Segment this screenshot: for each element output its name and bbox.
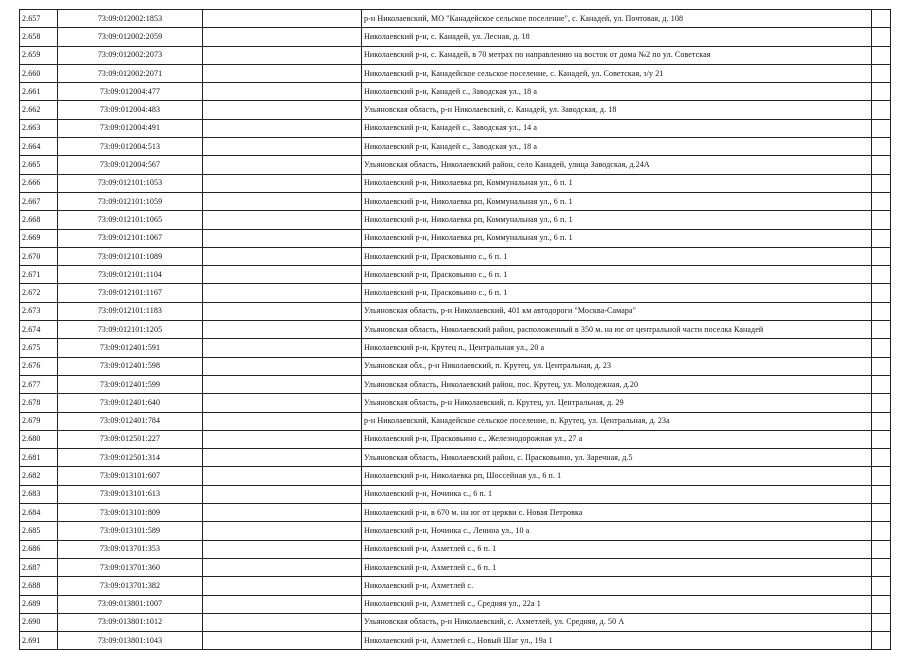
empty-cell [203, 522, 362, 540]
row-number-cell: 2.678 [20, 394, 58, 412]
cadastral-number-cell: 73:09:012002:2059 [58, 28, 203, 46]
row-number-cell: 2.657 [20, 10, 58, 28]
table-row [20, 412, 891, 430]
address-cell: Ульяновская область, Николаевский район, село Канадей, улица Заводская, д.24А [362, 156, 872, 174]
empty-cell [203, 284, 362, 302]
table-row [20, 156, 891, 174]
cadastral-number-cell: 73:09:012004:567 [58, 156, 203, 174]
empty-cell [872, 156, 891, 174]
empty-cell [203, 412, 362, 430]
address-cell: Ульяновская область, р-н Николаевский, 401 км автодороги "Москва-Самара" [362, 302, 872, 320]
row-number-cell: 2.676 [20, 357, 58, 375]
row-number-cell: 2.691 [20, 632, 58, 650]
empty-cell [872, 101, 891, 119]
empty-cell [203, 266, 362, 284]
empty-cell [872, 64, 891, 82]
empty-cell [872, 412, 891, 430]
address-cell: Николаевский р-н, Ахметлей с., Средняя ул., 22а 1 [362, 595, 872, 613]
row-number-cell: 2.675 [20, 339, 58, 357]
table-row [20, 577, 891, 595]
address-cell: Николаевский р-н, Николаевка рп, Коммунальная ул., 6 п. 1 [362, 211, 872, 229]
address-cell: Ульяновская область, р-н Николаевский, п. Крутец, ул. Центральная, д. 29 [362, 394, 872, 412]
table-row [20, 64, 891, 82]
address-cell: Николаевский р-н, Ахметлей с. [362, 577, 872, 595]
table-row [20, 83, 891, 101]
address-cell: Николаевский р-н, Канадей с., Заводская ул., 18 а [362, 138, 872, 156]
cadastral-number-cell: 73:09:012004:483 [58, 101, 203, 119]
empty-cell [203, 174, 362, 192]
empty-cell [872, 321, 891, 339]
row-number-cell: 2.685 [20, 522, 58, 540]
table-row [20, 394, 891, 412]
empty-cell [203, 28, 362, 46]
empty-cell [203, 613, 362, 631]
registry-table [19, 9, 891, 650]
address-cell: Николаевский р-н, Ахметлей с., 6 п. 1 [362, 558, 872, 576]
cadastral-number-cell: 73:09:012101:1053 [58, 174, 203, 192]
address-cell: Николаевский р-н, Прасковьино с., Железнодорожная ул., 27 а [362, 430, 872, 448]
row-number-cell: 2.671 [20, 266, 58, 284]
address-cell: Николаевский р-н, Крутец п., Центральная ул., 20 а [362, 339, 872, 357]
empty-cell [203, 229, 362, 247]
row-number-cell: 2.660 [20, 64, 58, 82]
cadastral-number-cell: 73:09:013801:1007 [58, 595, 203, 613]
address-cell: Николаевский р-н, Прасковьино с., 6 п. 1 [362, 266, 872, 284]
table-row [20, 321, 891, 339]
cadastral-number-cell: 73:09:013801:1012 [58, 613, 203, 631]
cadastral-number-cell: 73:09:012101:1059 [58, 192, 203, 210]
empty-cell [872, 119, 891, 137]
empty-cell [872, 83, 891, 101]
address-cell: Николаевский р-н, Канадей с., Заводская ул., 18 а [362, 83, 872, 101]
row-number-cell: 2.663 [20, 119, 58, 137]
row-number-cell: 2.687 [20, 558, 58, 576]
table-row [20, 449, 891, 467]
address-cell: Николаевский р-н, Николаевка рп, Коммунальная ул., 6 п. 1 [362, 192, 872, 210]
row-number-cell: 2.669 [20, 229, 58, 247]
empty-cell [203, 138, 362, 156]
table-row [20, 229, 891, 247]
row-number-cell: 2.680 [20, 430, 58, 448]
row-number-cell: 2.665 [20, 156, 58, 174]
address-cell: Николаевский р-н, Николаевка рп, Коммунальная ул., 6 п. 1 [362, 229, 872, 247]
empty-cell [872, 10, 891, 28]
cadastral-number-cell: 73:09:012401:591 [58, 339, 203, 357]
empty-cell [872, 357, 891, 375]
cadastral-number-cell: 73:09:012101:1065 [58, 211, 203, 229]
row-number-cell: 2.688 [20, 577, 58, 595]
row-number-cell: 2.664 [20, 138, 58, 156]
row-number-cell: 2.679 [20, 412, 58, 430]
table-row [20, 101, 891, 119]
table-row [20, 302, 891, 320]
table-row [20, 119, 891, 137]
table-row [20, 375, 891, 393]
address-cell: Николаевский р-н, Николаевка рп, Шоссейная ул., 6 п. 1 [362, 467, 872, 485]
empty-cell [203, 504, 362, 522]
empty-cell [203, 119, 362, 137]
address-cell: Николаевский р-н, Ночинка с., Ленина ул., 10 а [362, 522, 872, 540]
address-cell: Николаевский р-н, Николаевка рп, Коммунальная ул., 6 п. 1 [362, 174, 872, 192]
table-row [20, 247, 891, 265]
address-cell: Николаевский р-н, с. Канадей, в 70 метрах по направлению на восток от дома №2 по ул. Советская [362, 46, 872, 64]
table-row [20, 632, 891, 650]
empty-cell [203, 339, 362, 357]
cadastral-number-cell: 73:09:012002:1853 [58, 10, 203, 28]
table-row [20, 613, 891, 631]
empty-cell [872, 192, 891, 210]
cadastral-number-cell: 73:09:012401:640 [58, 394, 203, 412]
empty-cell [203, 449, 362, 467]
empty-cell [872, 28, 891, 46]
empty-cell [872, 302, 891, 320]
row-number-cell: 2.668 [20, 211, 58, 229]
table-row [20, 138, 891, 156]
row-number-cell: 2.659 [20, 46, 58, 64]
row-number-cell: 2.672 [20, 284, 58, 302]
address-cell: Ульяновская область, Николаевский район, пос. Крутец, ул. Молодежная, д.20 [362, 375, 872, 393]
row-number-cell: 2.661 [20, 83, 58, 101]
row-number-cell: 2.667 [20, 192, 58, 210]
address-cell: Николаевский р-н, Ночинка с., 6 п. 1 [362, 485, 872, 503]
table-row [20, 467, 891, 485]
cadastral-number-cell: 73:09:012101:1205 [58, 321, 203, 339]
row-number-cell: 2.690 [20, 613, 58, 631]
empty-cell [203, 302, 362, 320]
empty-cell [872, 522, 891, 540]
cadastral-number-cell: 73:09:012004:477 [58, 83, 203, 101]
empty-cell [203, 192, 362, 210]
row-number-cell: 2.689 [20, 595, 58, 613]
empty-cell [872, 229, 891, 247]
empty-cell [872, 485, 891, 503]
address-cell: Ульяновская область, Николаевский район, расположенный в 350 м. на юг от центральной части поселка Канадей [362, 321, 872, 339]
cadastral-number-cell: 73:09:012401:784 [58, 412, 203, 430]
address-cell: Николаевский р-н, Канадейское сельское поселение, с. Канадей, ул. Советская, з/у 21 [362, 64, 872, 82]
table-row [20, 485, 891, 503]
row-number-cell: 2.681 [20, 449, 58, 467]
row-number-cell: 2.673 [20, 302, 58, 320]
empty-cell [203, 211, 362, 229]
empty-cell [872, 174, 891, 192]
cadastral-number-cell: 73:09:012101:1067 [58, 229, 203, 247]
empty-cell [872, 504, 891, 522]
empty-cell [872, 247, 891, 265]
empty-cell [203, 540, 362, 558]
address-cell: р-н Николаевский, Канадейское сельское поселение, п. Крутец, ул. Центральная, д. 23а [362, 412, 872, 430]
empty-cell [872, 375, 891, 393]
registry-sheet [19, 9, 891, 650]
empty-cell [203, 247, 362, 265]
row-number-cell: 2.683 [20, 485, 58, 503]
row-number-cell: 2.674 [20, 321, 58, 339]
empty-cell [872, 632, 891, 650]
empty-cell [872, 558, 891, 576]
empty-cell [872, 430, 891, 448]
cadastral-number-cell: 73:09:012002:2071 [58, 64, 203, 82]
cadastral-number-cell: 73:09:012401:599 [58, 375, 203, 393]
cadastral-number-cell: 73:09:012101:1104 [58, 266, 203, 284]
registry-table-body [20, 10, 891, 650]
row-number-cell: 2.686 [20, 540, 58, 558]
table-row [20, 540, 891, 558]
table-row [20, 595, 891, 613]
cadastral-number-cell: 73:09:013101:613 [58, 485, 203, 503]
cadastral-number-cell: 73:09:013101:589 [58, 522, 203, 540]
table-row [20, 28, 891, 46]
address-cell: р-н Николаевский, МО "Канадейское сельское поселение", с. Канадей, ул. Почтовая, д. 108 [362, 10, 872, 28]
table-row [20, 504, 891, 522]
empty-cell [203, 321, 362, 339]
address-cell: Николаевский р-н, Прасковьино с., 6 п. 1 [362, 247, 872, 265]
table-row [20, 339, 891, 357]
address-cell: Николаевский р-н, Канадей с., Заводская ул., 14 а [362, 119, 872, 137]
row-number-cell: 2.670 [20, 247, 58, 265]
empty-cell [203, 430, 362, 448]
address-cell: Николаевский р-н, Ахметлей с., 6 п. 1 [362, 540, 872, 558]
row-number-cell: 2.662 [20, 101, 58, 119]
cadastral-number-cell: 73:09:012501:314 [58, 449, 203, 467]
table-row [20, 558, 891, 576]
empty-cell [203, 577, 362, 595]
empty-cell [872, 339, 891, 357]
table-row [20, 522, 891, 540]
empty-cell [872, 284, 891, 302]
table-row [20, 430, 891, 448]
empty-cell [203, 46, 362, 64]
address-cell: Ульяновская обл., р-н Николаевский, п. Крутец, ул. Центральная, д. 23 [362, 357, 872, 375]
row-number-cell: 2.682 [20, 467, 58, 485]
empty-cell [872, 138, 891, 156]
empty-cell [872, 46, 891, 64]
empty-cell [203, 83, 362, 101]
empty-cell [203, 375, 362, 393]
empty-cell [872, 595, 891, 613]
address-cell: Ульяновская область, р-н Николаевский, с. Канадей, ул. Заводская, д. 18 [362, 101, 872, 119]
empty-cell [203, 357, 362, 375]
table-row [20, 10, 891, 28]
empty-cell [872, 449, 891, 467]
address-cell: Николаевский р-н, Ахметлей с., Новый Шаг ул., 19а 1 [362, 632, 872, 650]
empty-cell [203, 558, 362, 576]
empty-cell [203, 467, 362, 485]
empty-cell [872, 211, 891, 229]
cadastral-number-cell: 73:09:012004:513 [58, 138, 203, 156]
table-row [20, 46, 891, 64]
empty-cell [203, 632, 362, 650]
table-row [20, 211, 891, 229]
address-cell: Николаевский р-н, с. Канадей, ул. Лесная, д. 18 [362, 28, 872, 46]
empty-cell [872, 394, 891, 412]
cadastral-number-cell: 73:09:013101:809 [58, 504, 203, 522]
empty-cell [872, 467, 891, 485]
empty-cell [203, 595, 362, 613]
cadastral-number-cell: 73:09:012101:1089 [58, 247, 203, 265]
address-cell: Ульяновская область, р-н Николаевский, с. Ахметлей, ул. Средняя, д. 50 А [362, 613, 872, 631]
row-number-cell: 2.684 [20, 504, 58, 522]
empty-cell [203, 10, 362, 28]
row-number-cell: 2.658 [20, 28, 58, 46]
table-row [20, 266, 891, 284]
empty-cell [872, 266, 891, 284]
address-cell: Николаевский р-н, Прасковьино с., 6 п. 1 [362, 284, 872, 302]
empty-cell [872, 577, 891, 595]
cadastral-number-cell: 73:09:012101:1183 [58, 302, 203, 320]
cadastral-number-cell: 73:09:012101:1167 [58, 284, 203, 302]
address-cell: Николаевский р-н, в 670 м. на юг от церкви с. Новая Петровка [362, 504, 872, 522]
cadastral-number-cell: 73:09:013701:360 [58, 558, 203, 576]
empty-cell [872, 613, 891, 631]
cadastral-number-cell: 73:09:013801:1043 [58, 632, 203, 650]
empty-cell [203, 156, 362, 174]
table-row [20, 192, 891, 210]
cadastral-number-cell: 73:09:012002:2073 [58, 46, 203, 64]
empty-cell [872, 540, 891, 558]
table-row [20, 284, 891, 302]
empty-cell [203, 64, 362, 82]
cadastral-number-cell: 73:09:012401:598 [58, 357, 203, 375]
cadastral-number-cell: 73:09:012004:491 [58, 119, 203, 137]
cadastral-number-cell: 73:09:013701:353 [58, 540, 203, 558]
cadastral-number-cell: 73:09:013701:382 [58, 577, 203, 595]
empty-cell [203, 394, 362, 412]
address-cell: Ульяновская область, Николаевский район, с. Прасковьино, ул. Заречная, д.5 [362, 449, 872, 467]
table-row [20, 174, 891, 192]
table-row [20, 357, 891, 375]
empty-cell [203, 101, 362, 119]
cadastral-number-cell: 73:09:012501:227 [58, 430, 203, 448]
empty-cell [203, 485, 362, 503]
row-number-cell: 2.666 [20, 174, 58, 192]
cadastral-number-cell: 73:09:013101:607 [58, 467, 203, 485]
row-number-cell: 2.677 [20, 375, 58, 393]
